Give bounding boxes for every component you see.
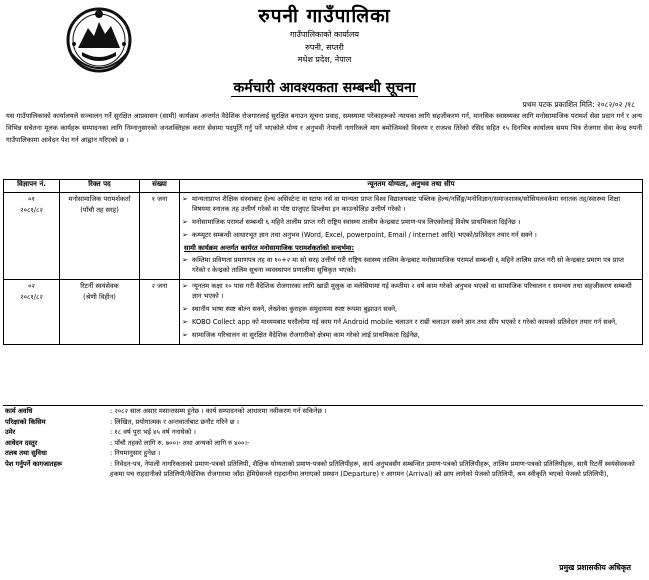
requirement-item: ➢ मनोसामाजिक परामर्श सम्बन्धी ६ महिने तालीम प्राप्त गरी राष्ट्रिय स्वास्थ्य तालीम केन्द्रबाट प्रमाण-पत्र लिएकोलाई विशेष प्राथमिकता दिईनेछ । — [181, 217, 639, 227]
terms-row — [3, 406, 643, 417]
header-ad-no: विज्ञापन नं. — [4, 180, 60, 193]
requirement-item: ➢ न्यूनतम कक्षा १० पास गरी वैदेशिक रोजगारका लागि खाडी मुलुक वा मलेसियामा गई कम्तीमा २ वर्ष काम गरेको अनुभव भएको वा सामाजिक परिचालन र समन्वय तथा सहजीकरण सम्बन्धी ज्ञान भएको । — [181, 281, 639, 301]
terms-label: उमेर — [5, 428, 16, 436]
terms-value: : नियमानुसार हुनेछ । — [110, 449, 161, 457]
terms-value: : २०८२ साल असार मसान्तसम्म हुनेछ । कार्य सम्पादनको आधारमा नवीकरण गर्न सकिनेछ । — [110, 407, 327, 415]
requirements-cell — [180, 280, 643, 345]
header-post: रिक्त पद — [60, 180, 140, 193]
ad-number: ०२ — [28, 282, 35, 290]
post-cell — [60, 280, 140, 345]
requirement-item: ➢ स्थानीय भाषा स्पष्ट बोल्न सक्ने, लेख्नेका कुराहरू समुदायमा स्पष्ट रूपमा बुझाउन सक्ने, — [181, 304, 639, 314]
terms-label: आवेदन दस्तुर — [5, 438, 38, 447]
requirements-cell — [180, 193, 643, 280]
signature-title: प्रमुख प्रशासकीय अधिकृत — [559, 563, 631, 572]
requirements-list — [181, 194, 641, 240]
ad-year: २०८१/८२ — [20, 293, 43, 301]
terms-row — [3, 438, 643, 449]
terms-label: परिक्षाको किसिम — [5, 417, 46, 426]
header-requirements: न्यूनतम योग्यता, अनुभव तथा सीप — [180, 180, 643, 193]
terms-value: : पाँचौ तहको लागि रु. ७००।- तथा अन्यको लागि रु ४००।- — [110, 438, 250, 447]
intro-paragraph: यस गाउँपालिकाको कार्यालयले सञ्चालन गर्ने सुरक्षित आप्रवासन (सामी) कार्यक्रम अन्तर्गत वैदेशिक रोजगारलाई सुरक्षित बनाउन सूचना प्रवाह, समस्यामा परेकाहरूको न्यायका लागि सहजीकरण गर्न, मानसिक स्वास्थ्यका लागि मनोसामाजिक परामर्श सेवा प्रदान गर्न र अन्य विभिन्न सचेतना मूलक कार्यहरू सम्पादनका लागि निम्नानुसारको जनशक्तिहरू करार सेवामा पदपुर्ति गर्नु पर्ने भएकोले योग्य र अनुभवी नेपाली नागरिकले माग बमोजिमको विवरण र राजश्व तिरेको रसिद सहित १५ दिनभित्र कार्यालय समय भित्र रोजगार सेवा केन्द्र रुपनी गाउँपालिकामा आवेदन पेश गर्न आह्वान गरिएको छ । — [6, 112, 642, 144]
terms-row — [3, 427, 643, 438]
published-date: प्रथम पटक प्रकाशित मिति: २०८२/०२ /१८ — [522, 100, 635, 109]
requirement-item: ➢ सामाजिक परिचालन वा सुरक्षित वैदेशिक रोजगारीको क्षेत्रमा काम गरेको लाई प्राथमिकता दिईनेछ, — [181, 330, 639, 340]
terms-section — [3, 405, 643, 480]
office-location: रुपनी, सप्तरी — [305, 43, 344, 52]
terms-value: : लिखित, प्रयोगात्मक र अन्तवार्ताबाट छनौट गरिने छ । — [110, 417, 240, 426]
terms-value: : १८ वर्ष पुरा भई ४५ वर्ष ननाघेको । — [110, 428, 196, 436]
office-name: रुपनी गाउँपालिका — [258, 5, 391, 27]
terms-value: : निवेदन-पत्र, नेपाली नागरिकताको प्रमाण-पत्रको प्रतिलिपी, शैक्षिक योग्यताको प्रमाण-पत्रको प्रतिलिपीहरू, कार्य अनुभवसँग सम्बन्धित प्रमाण-पत्रको प्रतिलिपीहरू, तालिम प्रमाण-पत्रको प्रतिलिपीहरू, साथै रिटर्नी स्वयंसेवकको हकमा पच राहदानीको प्रतिलिपी/वैदेशिक रोजगारमा जाँदा हेमिग्रेसनले राहदानीमा लगाएको प्रस्थान (Departure) र आगमन (Arrival) को छाप लागेको पेजको प्रतिलिपी, श्रम स्वीकृति भएको पेजको प्रतिलिपी), — [110, 459, 635, 478]
vacancy-table — [3, 179, 643, 345]
special-requirement-heading: सामी कार्यक्रम अन्तर्गत कार्यरत मनोसामाजिक परामर्शकर्ताको सन्दर्भमा: — [184, 244, 355, 252]
terms-label: तलब तथा सुविधा — [5, 449, 47, 457]
ad-number-cell — [4, 193, 60, 280]
terms-label: कार्य अवधि — [5, 407, 33, 415]
terms-row — [3, 417, 643, 428]
requirement-item: ➢ KOBO Collect app को माध्यमबाट घरदैलोमा गई काम गर्न Android mobile चलाउन र राम्री चलाउन सक्ने ज्ञान तथा सीप भएको र गरेको कामको प्रतिवेदन तयार गर्न सक्ने, — [181, 317, 639, 327]
sub-office: गाउँपालिकाको कार्यालय — [289, 30, 360, 39]
post-level: (पाँचौ तह सरह) — [80, 206, 119, 214]
post-name: मनोसामाजिक परामर्शकर्ता — [68, 195, 131, 203]
requirements-list — [181, 281, 641, 340]
terms-row — [3, 459, 643, 480]
requirement-item: ➢ कम्तिमा प्रविणता प्रमाणपत्र तह वा १०+२ मा सो सरह उत्तीर्ण गरी राष्ट्रिय स्वास्थ्य तालिम केन्द्रबाट मनोसामाजिक परामर्श सम्बन्धी ६ महिने तालिम प्राप्त गरी सो केन्द्रबाट प्रमाण पत्र प्राप्त गरेको र केन्द्रको तालिम सूचना व्यवस्थापन प्रणालीमा सूचिकृत भएको। — [181, 255, 639, 275]
post-count: १ जना — [140, 193, 180, 280]
terms-label: पेश गर्नुपर्ने कागजातहरू — [5, 459, 63, 468]
post-level: (श्रेणी विहीन) — [83, 293, 116, 301]
table-row — [4, 193, 643, 280]
requirement-item: ➢ मान्यताप्राप्त शैक्षिक संस्थाबाट हेल्थ असिस्टेन्ट वा स्टाफ नर्स वा मान्यता प्राप्त विश्व विद्यालयबाट पब्लिक हेल्थ/नर्सिङ्ग/मनोविज्ञान/समाजशास्त्र/सोसियलवर्कमा स्नातक तह/स्वास्थ्य शिक्षा विषयमा स्नातक तह उत्तीर्ण गरेको वा पोष्ट ग्राजुएट डिप्लोमा इन काउन्सेलिङ उत्तीर्ण गरेको । — [181, 194, 639, 214]
notice-title: कर्मचारी आवश्यकता सम्बन्धी सूचना — [233, 80, 416, 96]
post-count: २ जना — [140, 280, 180, 345]
post-cell — [60, 193, 140, 280]
post-name: रिटर्नी स्वयंसेवक — [80, 282, 119, 290]
ad-number-cell — [4, 280, 60, 345]
office-province: मधेश प्रदेश, नेपाल — [297, 55, 352, 64]
special-requirements-list — [181, 255, 641, 275]
requirement-item: ➢ कम्प्यूटर सम्बन्धी आधारभूत ज्ञान तथा अनुभव (Word, Excel, powerpoint, Email / internet आदि) भएको/प्रतिवेदन तयार गर्न सक्ने । — [181, 230, 639, 240]
ad-number: ०१ — [28, 195, 35, 203]
table-header-row — [4, 180, 643, 193]
ad-year: २०८१/८२ — [20, 206, 43, 214]
terms-row — [3, 448, 643, 459]
header-count: संख्या — [140, 180, 180, 193]
table-row — [4, 280, 643, 345]
